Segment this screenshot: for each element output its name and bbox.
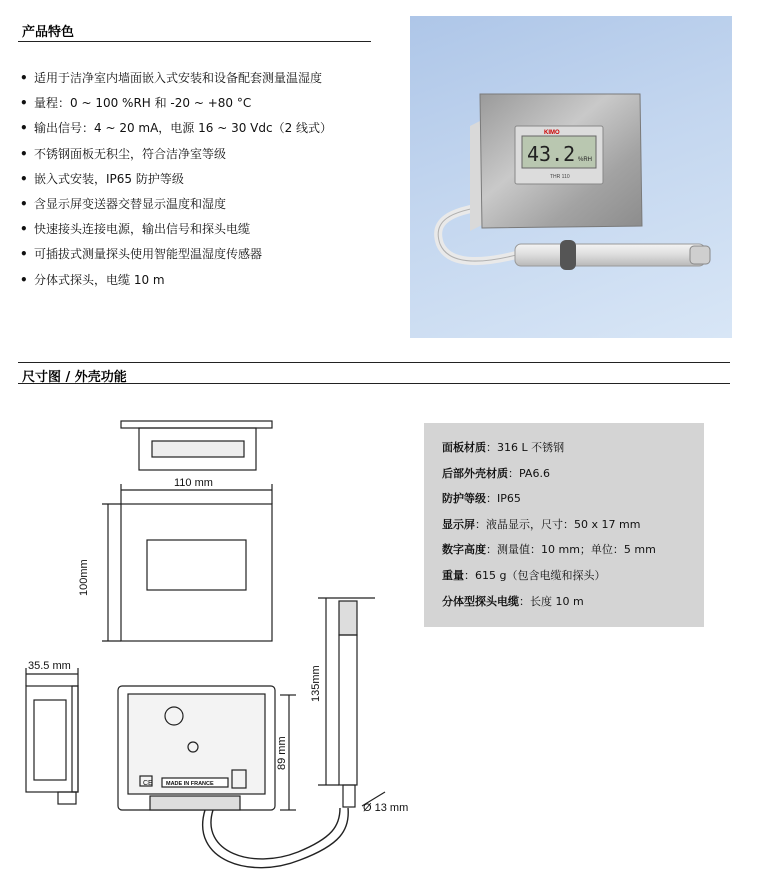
- probe-length-label: 135mm: [310, 665, 322, 702]
- front-view: [121, 504, 272, 641]
- side-view: [26, 686, 78, 804]
- lcd-value: 43.2: [527, 142, 576, 166]
- spec-row: 显示屏：液晶显示，尺寸：50 x 17 mm: [442, 518, 641, 531]
- back-view: [118, 686, 275, 810]
- feature-item: • 不锈钢面板无积尘，符合洁净室等级: [20, 146, 227, 161]
- section-title-dimensions: 尺寸图 / 外壳功能: [22, 370, 127, 385]
- spec-row: 面板材质：316 L 不锈钢: [442, 441, 565, 454]
- cable-drawing: [203, 808, 349, 868]
- top-view: [121, 421, 272, 470]
- feature-item: • 含显示屏变送器交替显示温度和湿度: [20, 197, 227, 212]
- width-label: 110 mm: [174, 477, 213, 489]
- feature-item: • 输出信号：4 ~ 20 mA，电源 16 ~ 30 Vdc（2 线式）: [20, 121, 333, 136]
- ce-mark: CE: [143, 780, 153, 787]
- brand-logo: KIMO: [544, 130, 560, 136]
- spec-box: [424, 423, 704, 627]
- spec-row: 后部外壳材质：PA6.6: [442, 467, 550, 480]
- model-label: THR 110: [550, 174, 570, 180]
- probe-drawing: [339, 601, 357, 807]
- feature-item: • 快速接头连接电源，输出信号和探头电缆: [20, 222, 251, 237]
- depth-label: 35.5 mm: [28, 660, 71, 672]
- lcd-unit: %RH: [578, 157, 593, 163]
- back-height-label: 89 mm: [276, 736, 288, 770]
- probe-diameter-label: Ø 13 mm: [363, 802, 409, 814]
- height-label: 100mm: [78, 559, 90, 596]
- feature-item: • 适用于洁净室内墙面嵌入式安装和设备配套测量温湿度: [20, 71, 323, 85]
- section-title-features: 产品特色: [22, 25, 75, 40]
- feature-item: • 可插拔式测量探头使用智能型温湿度传感器: [20, 247, 263, 262]
- spec-row: 防护等级：IP65: [442, 492, 521, 505]
- spec-row: 数字高度：测量值：10 mm；单位：5 mm: [442, 543, 656, 556]
- feature-item: • 量程：0 ~ 100 %RH 和 -20 ~ +80 °C: [20, 96, 252, 111]
- made-in-label: MADE IN FRANCE: [166, 781, 214, 787]
- spec-row: 重量：615 g（包含电缆和探头）: [442, 569, 606, 582]
- feature-item: • 分体式探头，电缆 10 m: [20, 272, 165, 287]
- feature-item: • 嵌入式安装，IP65 防护等级: [20, 171, 184, 186]
- spec-row: 分体型探头电缆：长度 10 m: [442, 595, 584, 608]
